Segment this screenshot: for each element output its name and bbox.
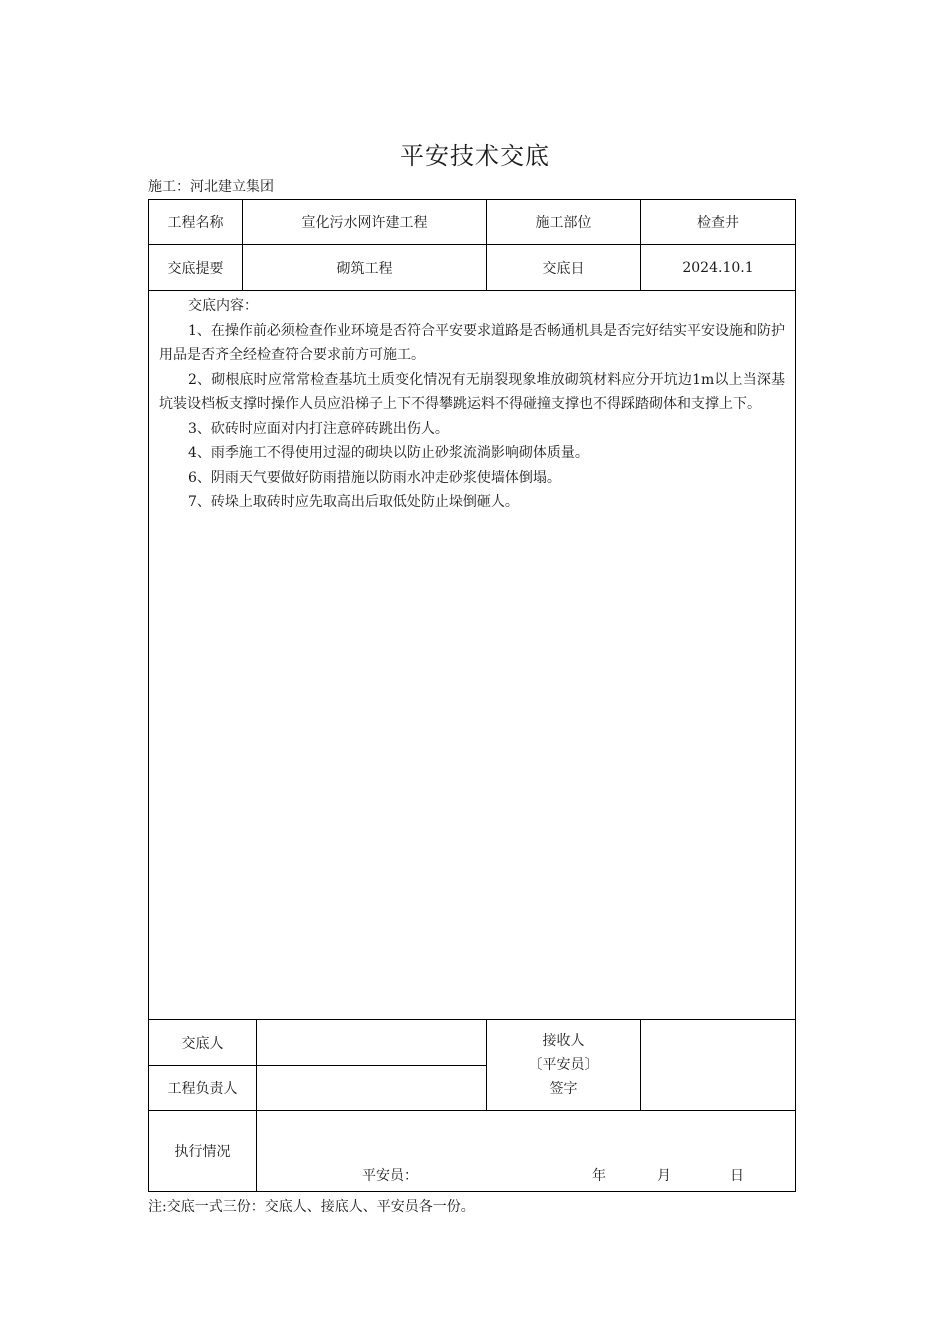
content-item-3: 3、砍砖时应面对内打注意碎砖跳出伤人。 bbox=[188, 420, 449, 437]
execution-label: 执行情况 bbox=[148, 1110, 257, 1192]
manager-label: 工程负责人 bbox=[148, 1065, 257, 1111]
content-item-6: 6、阴雨天气要做好防雨措施以防雨水冲走砂浆使墙体倒塌。 bbox=[188, 469, 561, 486]
manager-signature-field[interactable] bbox=[256, 1065, 487, 1111]
presenter-label: 交底人 bbox=[148, 1019, 257, 1066]
date-value[interactable]: 2024.10.1 bbox=[640, 244, 796, 291]
receiver-label-line1: 接收人 bbox=[542, 1033, 585, 1049]
presenter-signature-field[interactable] bbox=[256, 1019, 487, 1066]
content-item-7: 7、砖垛上取砖时应先取高出后取低处防止垛倒砸人。 bbox=[188, 494, 519, 510]
content-block[interactable] bbox=[148, 290, 796, 1020]
summary-value[interactable]: 砌筑工程 bbox=[242, 244, 487, 291]
content-item-4: 4、雨季施工不得使用过湿的砌块以防止砂浆流淌影响砌体质量。 bbox=[188, 445, 589, 461]
receiver-label-line2: 〔平安员〕 bbox=[528, 1057, 599, 1073]
receiver-label bbox=[486, 1019, 641, 1111]
receiver-label-line3: 签字 bbox=[549, 1081, 578, 1097]
document-title: 平安技术交底 bbox=[400, 142, 550, 170]
day-label: 日 bbox=[730, 1168, 744, 1184]
project-name-value[interactable]: 宣化污水网许建工程 bbox=[242, 199, 487, 245]
contractor-label: 施工：河北建立集团 bbox=[148, 179, 274, 195]
location-value[interactable]: 检查井 bbox=[640, 199, 796, 245]
month-label: 月 bbox=[657, 1168, 671, 1184]
content-item-2: 2、砌根底时应常常检查基坑土质变化情况有无崩裂现象堆放砌筑材料应分开坑边1m以上当深基坑装设档板支撑时操作人员应沿梯子上下不得攀跳运料不得碰撞支撑也不得踩踏砌体和支撑上下。 bbox=[159, 371, 785, 412]
execution-field[interactable] bbox=[256, 1110, 796, 1192]
project-name-label: 工程名称 bbox=[148, 199, 243, 245]
content-heading: 交底内容： bbox=[188, 298, 258, 314]
content-item-1: 1、在操作前必须检查作业环境是否符合平安要求道路是否畅通机具是否完好结实平安设施和防护用品是否齐全经检查符合要求前方可施工。 bbox=[159, 322, 785, 363]
safety-officer-label: 平安员： bbox=[362, 1168, 418, 1184]
year-label: 年 bbox=[592, 1168, 606, 1184]
location-label: 施工部位 bbox=[486, 199, 641, 245]
footnote: 注:交底一式三份：交底人、接底人、平安员各一份。 bbox=[148, 1199, 475, 1215]
date-label: 交底日 bbox=[486, 244, 641, 291]
summary-label: 交底提要 bbox=[148, 244, 243, 291]
receiver-signature-field[interactable] bbox=[640, 1019, 796, 1111]
